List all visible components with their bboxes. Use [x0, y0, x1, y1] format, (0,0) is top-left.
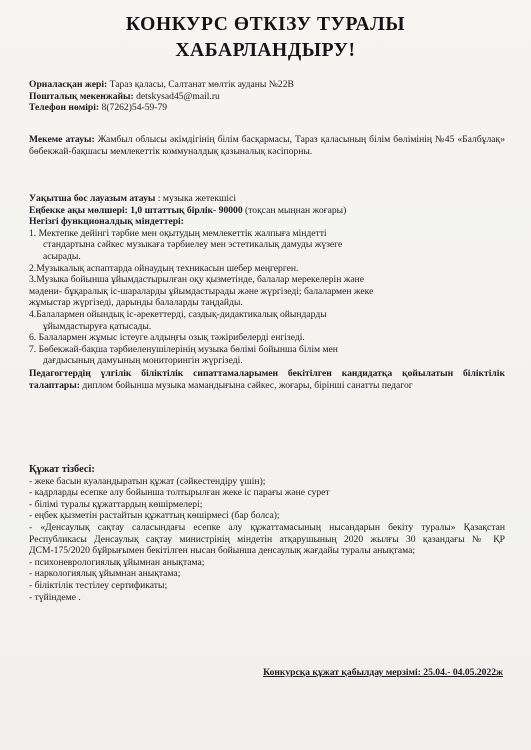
document-item: - түйіндеме . — [29, 591, 81, 603]
duty-line: дағдысының дамуының мониторингін жүргізеді. — [43, 355, 243, 367]
email-value: detskysad45@mail.ru — [133, 90, 220, 102]
phone-value: 8(7262)54-59-79 — [99, 102, 168, 114]
location-label: Орналасқан жері: — [29, 79, 108, 90]
duty-line: 7. Бөбекжай-бақша тәрбиеленушілерінің музыка бөлімі бойынша білім мен — [29, 343, 338, 355]
institution-label: Мекеме атауы: — [29, 134, 95, 145]
requirements-label: Педагогтердің үлгілік біліктілік сипаттамаларымен бекітілген кандидатқа қойылатын біліктілік талаптары: — [29, 367, 505, 391]
duty-line: 4.Балалармен ойындық іс-әрекеттерді, саздық-дидактикалық ойындарды — [29, 308, 327, 320]
document-title-line2: ХАБАРЛАНДЫРУ! — [175, 40, 356, 61]
document-item: - білімі туралы құжаттардың көшірмелері; — [29, 498, 203, 510]
document-item: - «Денсаулық сақтау саласындағы есепке алу құжаттамасының нысандарын бекіту туралы» Қазақстан Республикасы Денсаулық сақтау министрінің міндетін атқарушының 2020 жылғы 30 қазандағы № ҚР ДСМ-175/2020 бұйрығымен бекітілген нысан бойынша денсаулық жағдайы туралы анықтама; — [29, 521, 505, 557]
institution-value: Жамбыл облысы әкімдігінің білім басқармасы, Тараз қаласының білім бөлімінің №45 «Балбұлақ» бөбекжай-бақшасы мемлекеттік коммуналдық қазыналық кәсіпорны. — [29, 134, 505, 157]
institution-block — [29, 134, 505, 157]
duties-heading: Негізгі функционалдық міндеттері: — [29, 216, 184, 228]
phone-label: Телефон нөмірі: — [29, 102, 100, 114]
duty-line: 1. Мектепке дейінгі тәрбие мен оқытудың мемлекеттік жалпыға міндетті — [29, 227, 327, 239]
document-title-line1: КОНКУРС ӨТКІЗУ ТУРАЛЫ — [125, 14, 406, 35]
salary-amount: 1,0 штаттық бірлік- 90000 — [127, 204, 243, 216]
duty-line: жұмыстар жүргізеді, дарынды балаларды таңдайды. — [29, 297, 243, 309]
salary-label: Еңбекке ақы мөлшері: — [29, 204, 128, 216]
duty-line: 3.Музыка бойынша ұйымдастырылған оқу қызметінде, балалар мерекелерін және — [29, 274, 365, 286]
duty-line: ұйымдастыруға қатысады. — [43, 320, 152, 332]
document-item: - психоневрологиялық ұйымнан анықтама; — [29, 556, 205, 568]
documents-heading: Құжат тізбесі: — [29, 464, 95, 475]
duty-line: 6. Балалармен жұмыс істеуге алдыңғы озық тәжірибелерді енгізеді. — [29, 332, 305, 344]
document-item: - жеке басын куәландыратын құжат (сәйкестендіру үшін); — [29, 475, 266, 487]
duty-line: асырады. — [43, 250, 81, 262]
vacancy-block — [29, 193, 505, 391]
document-item: - кадрларды есепке алу бойынша толтырылған жеке іс парағы және сурет — [29, 487, 330, 499]
salary-words: (тоқсан мыңнан жоғары) — [242, 204, 347, 216]
duty-line: стандартына сәйкес музыкаға тәрбиелеу мен эстетикалық дамуды жүзеге — [43, 239, 343, 251]
location-value: Тараз қаласы, Салтанат мөлтік ауданы №22В — [107, 79, 294, 90]
email-label: Пошталық мекенжайы: — [29, 90, 134, 102]
contact-block — [29, 79, 505, 114]
documents-block — [29, 464, 505, 603]
requirements-value: диплом бойынша музыка мамандығына сәйкес, жоғары, бірінші санатты педагог — [79, 379, 413, 391]
document-item: - біліктілік тестілеу сертификаты; — [29, 579, 168, 591]
document-item: - еңбек қызметін растайтын құжаттың көшірмесі (бар болса); — [29, 510, 280, 522]
position-value: : музыка жетекшісі — [155, 193, 236, 204]
duty-line: 2.Музыкалық аспаптарда ойнаудың техникасын шебер меңгерген. — [29, 262, 299, 274]
position-label: Уақытша бос лауазым атауы — [29, 193, 156, 204]
duty-line: мәдени- бұқаралық іс-шараларды ұйымдастырады және жүргізеді; балалармен жеке — [29, 285, 374, 297]
submission-deadline: Конкурсқа құжат қабылдау мерзімі: 25.04.- 04.05.2022ж — [263, 667, 503, 678]
document-item: - наркологиялық ұйымнан анықтама; — [29, 568, 181, 580]
